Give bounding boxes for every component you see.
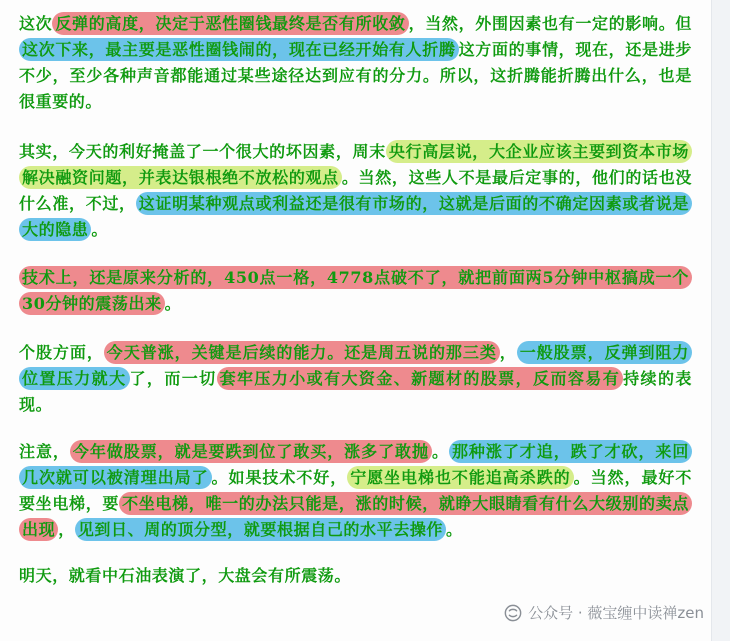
text-segment: 。当然，最好不要坐电梯，要 xyxy=(19,468,692,513)
highlight-red: 今天普涨，关键是后续的能力。还是周五说的那三类 xyxy=(104,341,500,364)
text-segment: 其实，今天的利好掩盖了一个很大的坏因素，周末 xyxy=(19,142,386,161)
watermark-text: 公众号 · 薇宝缠中读禅zen xyxy=(528,604,704,622)
paragraph xyxy=(19,563,692,589)
text-segment: 。 xyxy=(446,520,463,539)
text-segment: 。 xyxy=(164,294,182,313)
text-segment: 持续的表现。 xyxy=(19,369,692,414)
text-segment: ， xyxy=(58,520,75,539)
text-segment: 。 xyxy=(431,442,449,461)
text-segment: 了，而一切 xyxy=(129,369,217,388)
highlight-blue: 一般股票，反弹到阻力位置压力就大 xyxy=(19,341,692,390)
watermark xyxy=(504,602,704,623)
text-segment: 。如果技术不好， xyxy=(211,468,348,487)
paragraph-list xyxy=(19,11,692,589)
highlight-red: 技术上，还是原来分析的，450点一格，4778点破不了，就把前面两5分钟中枢搞成一个30分钟的震荡出来 xyxy=(19,266,692,315)
paragraph xyxy=(19,11,692,115)
highlight-yellow: 宁愿坐电梯也不能追高杀跌的 xyxy=(347,466,573,489)
highlight-yellow: 央行高层说，大企业应该主要到资本市场解决融资问题，并表达银根绝不放松的观点 xyxy=(19,140,692,189)
paragraph xyxy=(19,439,692,543)
highlight-red: 套牢压力小或有大资金、新题材的股票，反而容易有 xyxy=(217,367,624,390)
text-segment: 这次 xyxy=(19,14,53,33)
text-segment: 这方面的事情，现在，还是进步不少，至少各种声音都能通过某些途径达到应有的分力。所以，这折腾能折腾出什么，也是很重要的。 xyxy=(19,40,692,111)
paragraph xyxy=(19,265,692,317)
highlight-red: 不坐电梯，唯一的办法只能是，涨的时候，就睁大眼睛看有什么大级别的卖点出现 xyxy=(19,492,692,541)
highlight-blue: 这次下来，最主要是恶性圈钱闹的，现在已经开始有人折腾 xyxy=(19,38,459,61)
text-segment: ， xyxy=(499,343,517,362)
text-segment: ，当然，外围因素也有一定的影响。但 xyxy=(408,14,693,33)
highlight-blue: 见到日、周的顶分型，就要根据自己的水平去操作 xyxy=(75,518,446,541)
text-segment: 注意， xyxy=(19,442,70,461)
text-segment: 个股方面， xyxy=(19,343,104,362)
text-segment: 明天，就看中石油表演了，大盘会有所震荡。 xyxy=(19,566,352,585)
highlight-blue: 那种涨了才追，跌了才砍，来回几次就可以被清理出局了 xyxy=(19,440,692,489)
text-segment: 。 xyxy=(91,220,109,239)
scrollbar-track[interactable] xyxy=(711,0,730,641)
highlight-red: 反弹的高度，决定于恶性圈钱最终是否有所收敛 xyxy=(52,12,408,35)
paragraph xyxy=(19,340,692,418)
paragraph xyxy=(19,139,692,243)
text-segment: 。当然，这些人不是最后定事的，他们的话也没什么准，不过， xyxy=(19,168,692,213)
highlight-red: 今年做股票，就是要跌到位了敢买，涨多了敢抛 xyxy=(70,440,432,463)
wechat-official-account-icon xyxy=(504,604,522,622)
highlight-blue: 这证明某种观点或利益还是很有市场的，这就是后面的不确定因素或者说是大的隐患 xyxy=(19,192,692,241)
